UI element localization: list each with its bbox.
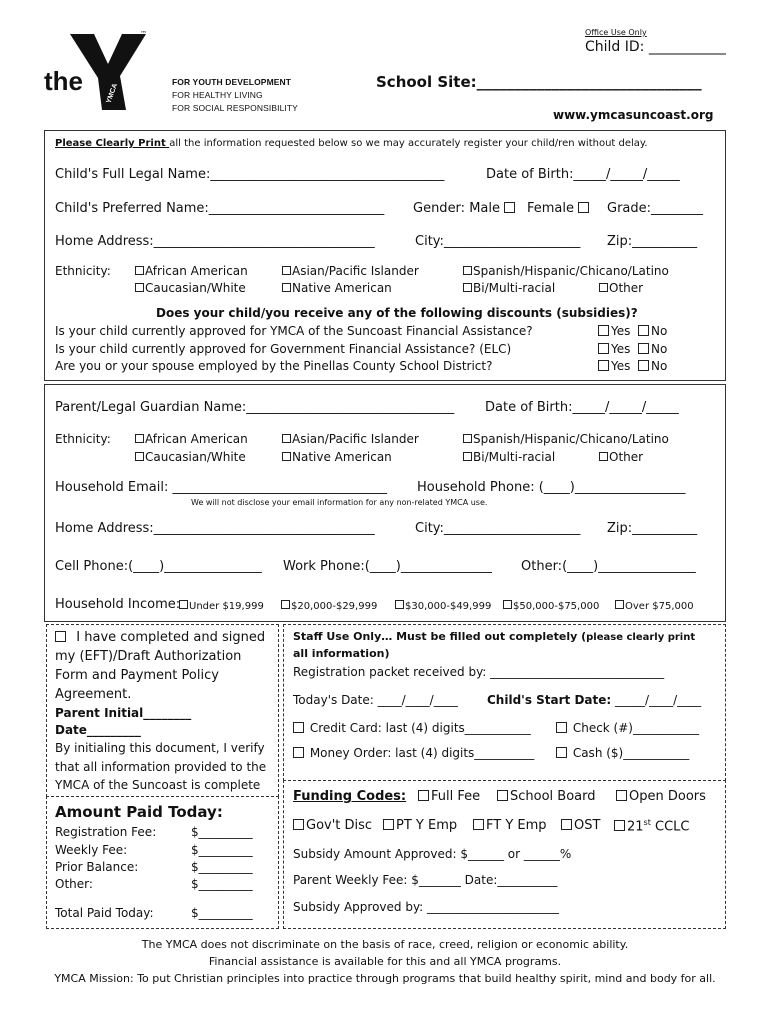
female-checkbox[interactable] (578, 202, 589, 213)
parent-dob-field[interactable]: Date of Birth:_____/_____/_____ (485, 400, 679, 415)
income-option-1[interactable]: Under $19,999 (179, 600, 264, 612)
eft-line-3: Form and Payment Policy (55, 668, 219, 683)
ymca-logo (40, 30, 298, 120)
work-phone-field[interactable]: Work Phone:(____)______________ (283, 559, 492, 574)
tagline-3: FOR SOCIAL RESPONSIBILITY (172, 103, 298, 113)
q2-yes-no[interactable]: Yes No (598, 342, 667, 356)
logo-the-text: the (44, 66, 83, 96)
footer-financial-assistance: Financial assistance is available for this and all YMCA programs. (208, 955, 562, 968)
male-checkbox[interactable] (504, 202, 515, 213)
amount-paid-title: Amount Paid Today: (55, 803, 223, 821)
eft-line-9: YMCA of the Suncoast is complete (55, 778, 261, 792)
parent-eth-native[interactable]: Native American (282, 450, 392, 464)
registration-received-field[interactable]: Registration packet received by: _____________________________ (293, 665, 665, 679)
todays-date-field[interactable]: Today's Date: ____/____/____ (293, 693, 458, 707)
money-order-field[interactable]: Money Order: last (4) digits__________ (293, 746, 534, 760)
discounts-question: Does your child/you receive any of the following discounts (subsidies)? (156, 306, 638, 320)
email-privacy-note: We will not disclose your email information for any non-related YMCA use. (191, 498, 488, 507)
child-home-address-field[interactable]: Home Address:__________________________________ (55, 234, 375, 249)
grade-field[interactable]: Grade:________ (607, 201, 704, 216)
staff-use-title-2: all information) (293, 647, 390, 660)
child-preferred-name-field[interactable]: Child's Preferred Name:___________________________ (55, 201, 385, 216)
funding-21st-cclc[interactable]: 21st CCLC (614, 818, 689, 834)
total-paid-label: Total Paid Today: (55, 906, 154, 920)
income-option-2[interactable]: $20,000-$29,999 (281, 600, 377, 612)
parent-eth-bi[interactable]: Bi/Multi-racial (463, 450, 555, 464)
other-fee-field[interactable]: $_________ (191, 877, 253, 891)
eft-line-1[interactable]: I have completed and signed (55, 630, 265, 645)
household-email-field[interactable]: Household Email: _________________________________ (55, 480, 388, 495)
school-site-field[interactable]: School Site:______________________________ (376, 73, 702, 91)
parent-eth-other[interactable]: Other (599, 450, 643, 464)
parent-ethnicity-label: Ethnicity: (55, 432, 111, 446)
parent-initial-field[interactable]: Parent Initial________ (55, 706, 192, 720)
eft-line-4: Agreement. (55, 687, 132, 702)
funding-gov-disc[interactable]: Gov't Disc (293, 818, 372, 833)
subsidy-approved-by-field[interactable]: Subsidy Approved by: ______________________ (293, 900, 560, 914)
funding-school-board[interactable]: School Board (497, 789, 596, 804)
other-fee-label: Other: (55, 877, 93, 891)
child-id-field[interactable]: Child ID: ___________ (585, 39, 726, 55)
child-ethnicity-label: Ethnicity: (55, 264, 111, 278)
gender-female-option[interactable]: Female (527, 201, 591, 216)
parent-eth-african[interactable]: African American (135, 432, 248, 446)
child-dob-field[interactable]: Date of Birth:_____/_____/_____ (486, 167, 680, 182)
total-paid-field[interactable]: $_________ (191, 906, 253, 920)
child-eth-bi[interactable]: Bi/Multi-racial (463, 281, 555, 295)
logo-ymca-text: YMCA (105, 82, 120, 105)
website-link[interactable]: www.ymcasuncoast.org (553, 108, 714, 122)
funding-full-fee[interactable]: Full Fee (418, 789, 480, 804)
child-city-field[interactable]: City:_____________________ (415, 234, 581, 249)
eft-line-8: that all information provided to the (55, 760, 267, 774)
parent-weekly-fee-field[interactable]: Parent Weekly Fee: $_______ Date:__________ (293, 873, 558, 887)
eft-line-7: By initialing this document, I verify (55, 741, 265, 755)
weekly-fee-label: Weekly Fee: (55, 843, 128, 857)
parent-eth-spanish[interactable]: Spanish/Hispanic/Chicano/Latino (463, 432, 669, 446)
tagline-2: FOR HEALTHY LIVING (172, 90, 263, 100)
child-eth-spanish[interactable]: Spanish/Hispanic/Chicano/Latino (463, 264, 669, 278)
credit-card-field[interactable]: Credit Card: last (4) digits___________ (293, 721, 531, 735)
parent-name-field[interactable]: Parent/Legal Guardian Name:________________________________ (55, 400, 455, 415)
child-full-name-field[interactable]: Child's Full Legal Name:____________________________________ (55, 167, 445, 182)
q3-yes-no[interactable]: Yes No (598, 359, 667, 373)
eft-date-field[interactable]: Date_________ (55, 723, 141, 737)
income-option-5[interactable]: Over $75,000 (615, 600, 694, 612)
child-eth-caucasian[interactable]: Caucasian/White (135, 281, 246, 295)
discount-q1: Is your child currently approved for YMCA of the Suncoast Financial Assistance? (55, 324, 533, 338)
registration-fee-label: Registration Fee: (55, 825, 157, 839)
cash-field[interactable]: Cash ($)___________ (556, 746, 689, 760)
weekly-fee-field[interactable]: $_________ (191, 843, 253, 857)
other-phone-field[interactable]: Other:(____)_______________ (521, 559, 696, 574)
parent-eth-asian[interactable]: Asian/Pacific Islander (282, 432, 419, 446)
funding-ft-y-emp[interactable]: FT Y Emp (473, 818, 547, 833)
eft-checkbox[interactable] (55, 631, 66, 642)
funding-open-doors[interactable]: Open Doors (616, 789, 706, 804)
prior-balance-field[interactable]: $_________ (191, 860, 253, 874)
income-label: Household Income: (55, 597, 181, 612)
parent-eth-caucasian[interactable]: Caucasian/White (135, 450, 246, 464)
income-option-3[interactable]: $30,000-$49,999 (395, 600, 491, 612)
funding-ost[interactable]: OST (561, 818, 600, 833)
discount-q2: Is your child currently approved for Government Financial Assistance? (ELC) (55, 342, 512, 356)
eft-line-2: my (EFT)/Draft Authorization (55, 649, 242, 664)
child-start-date-field[interactable]: Child's Start Date: _____/____/____ (487, 693, 702, 707)
child-eth-native[interactable]: Native American (282, 281, 392, 295)
child-zip-field[interactable]: Zip:__________ (607, 234, 698, 249)
cell-phone-field[interactable]: Cell Phone:(____)_______________ (55, 559, 262, 574)
tagline-1: FOR YOUTH DEVELOPMENT (172, 77, 292, 87)
household-phone-field[interactable]: Household Phone: (____)_________________ (417, 480, 686, 495)
income-option-4[interactable]: $50,000-$75,000 (503, 600, 599, 612)
funding-pt-y-emp[interactable]: PT Y Emp (383, 818, 457, 833)
parent-address-field[interactable]: Home Address:__________________________________ (55, 521, 375, 536)
discount-q3: Are you or your spouse employed by the Pinellas County School District? (55, 359, 493, 373)
footer-mission: YMCA Mission: To put Christian principles into practice through programs that build healthy spirit, mind and body for all. (54, 972, 716, 985)
registration-fee-field[interactable]: $_________ (191, 825, 253, 839)
q1-yes-no[interactable]: Yes No (598, 324, 667, 338)
print-instruction: Please Clearly Print all the information requested below so we may accurately register your child/ren without delay. (55, 138, 648, 149)
parent-zip-field[interactable]: Zip:__________ (607, 521, 698, 536)
child-eth-asian[interactable]: Asian/Pacific Islander (282, 264, 419, 278)
gender-male-option[interactable]: Gender: Male (413, 201, 517, 216)
subsidy-amount-field[interactable]: Subsidy Amount Approved: $______ or ______% (293, 847, 572, 861)
prior-balance-label: Prior Balance: (55, 860, 139, 874)
office-use-label: Office Use Only (585, 28, 647, 37)
staff-use-title: Staff Use Only… Must be filled out completely (please clearly print (293, 630, 696, 643)
child-eth-other[interactable]: Other (599, 281, 643, 295)
child-eth-african[interactable]: African American (135, 264, 248, 278)
parent-city-field[interactable]: City:_____________________ (415, 521, 581, 536)
funding-codes-label: Funding Codes: (293, 789, 407, 804)
check-field[interactable]: Check (#)___________ (556, 721, 699, 735)
logo-tm: ™ (140, 30, 147, 38)
footer-nondiscrimination: The YMCA does not discriminate on the basis of race, creed, religion or economic ability. (141, 938, 629, 951)
